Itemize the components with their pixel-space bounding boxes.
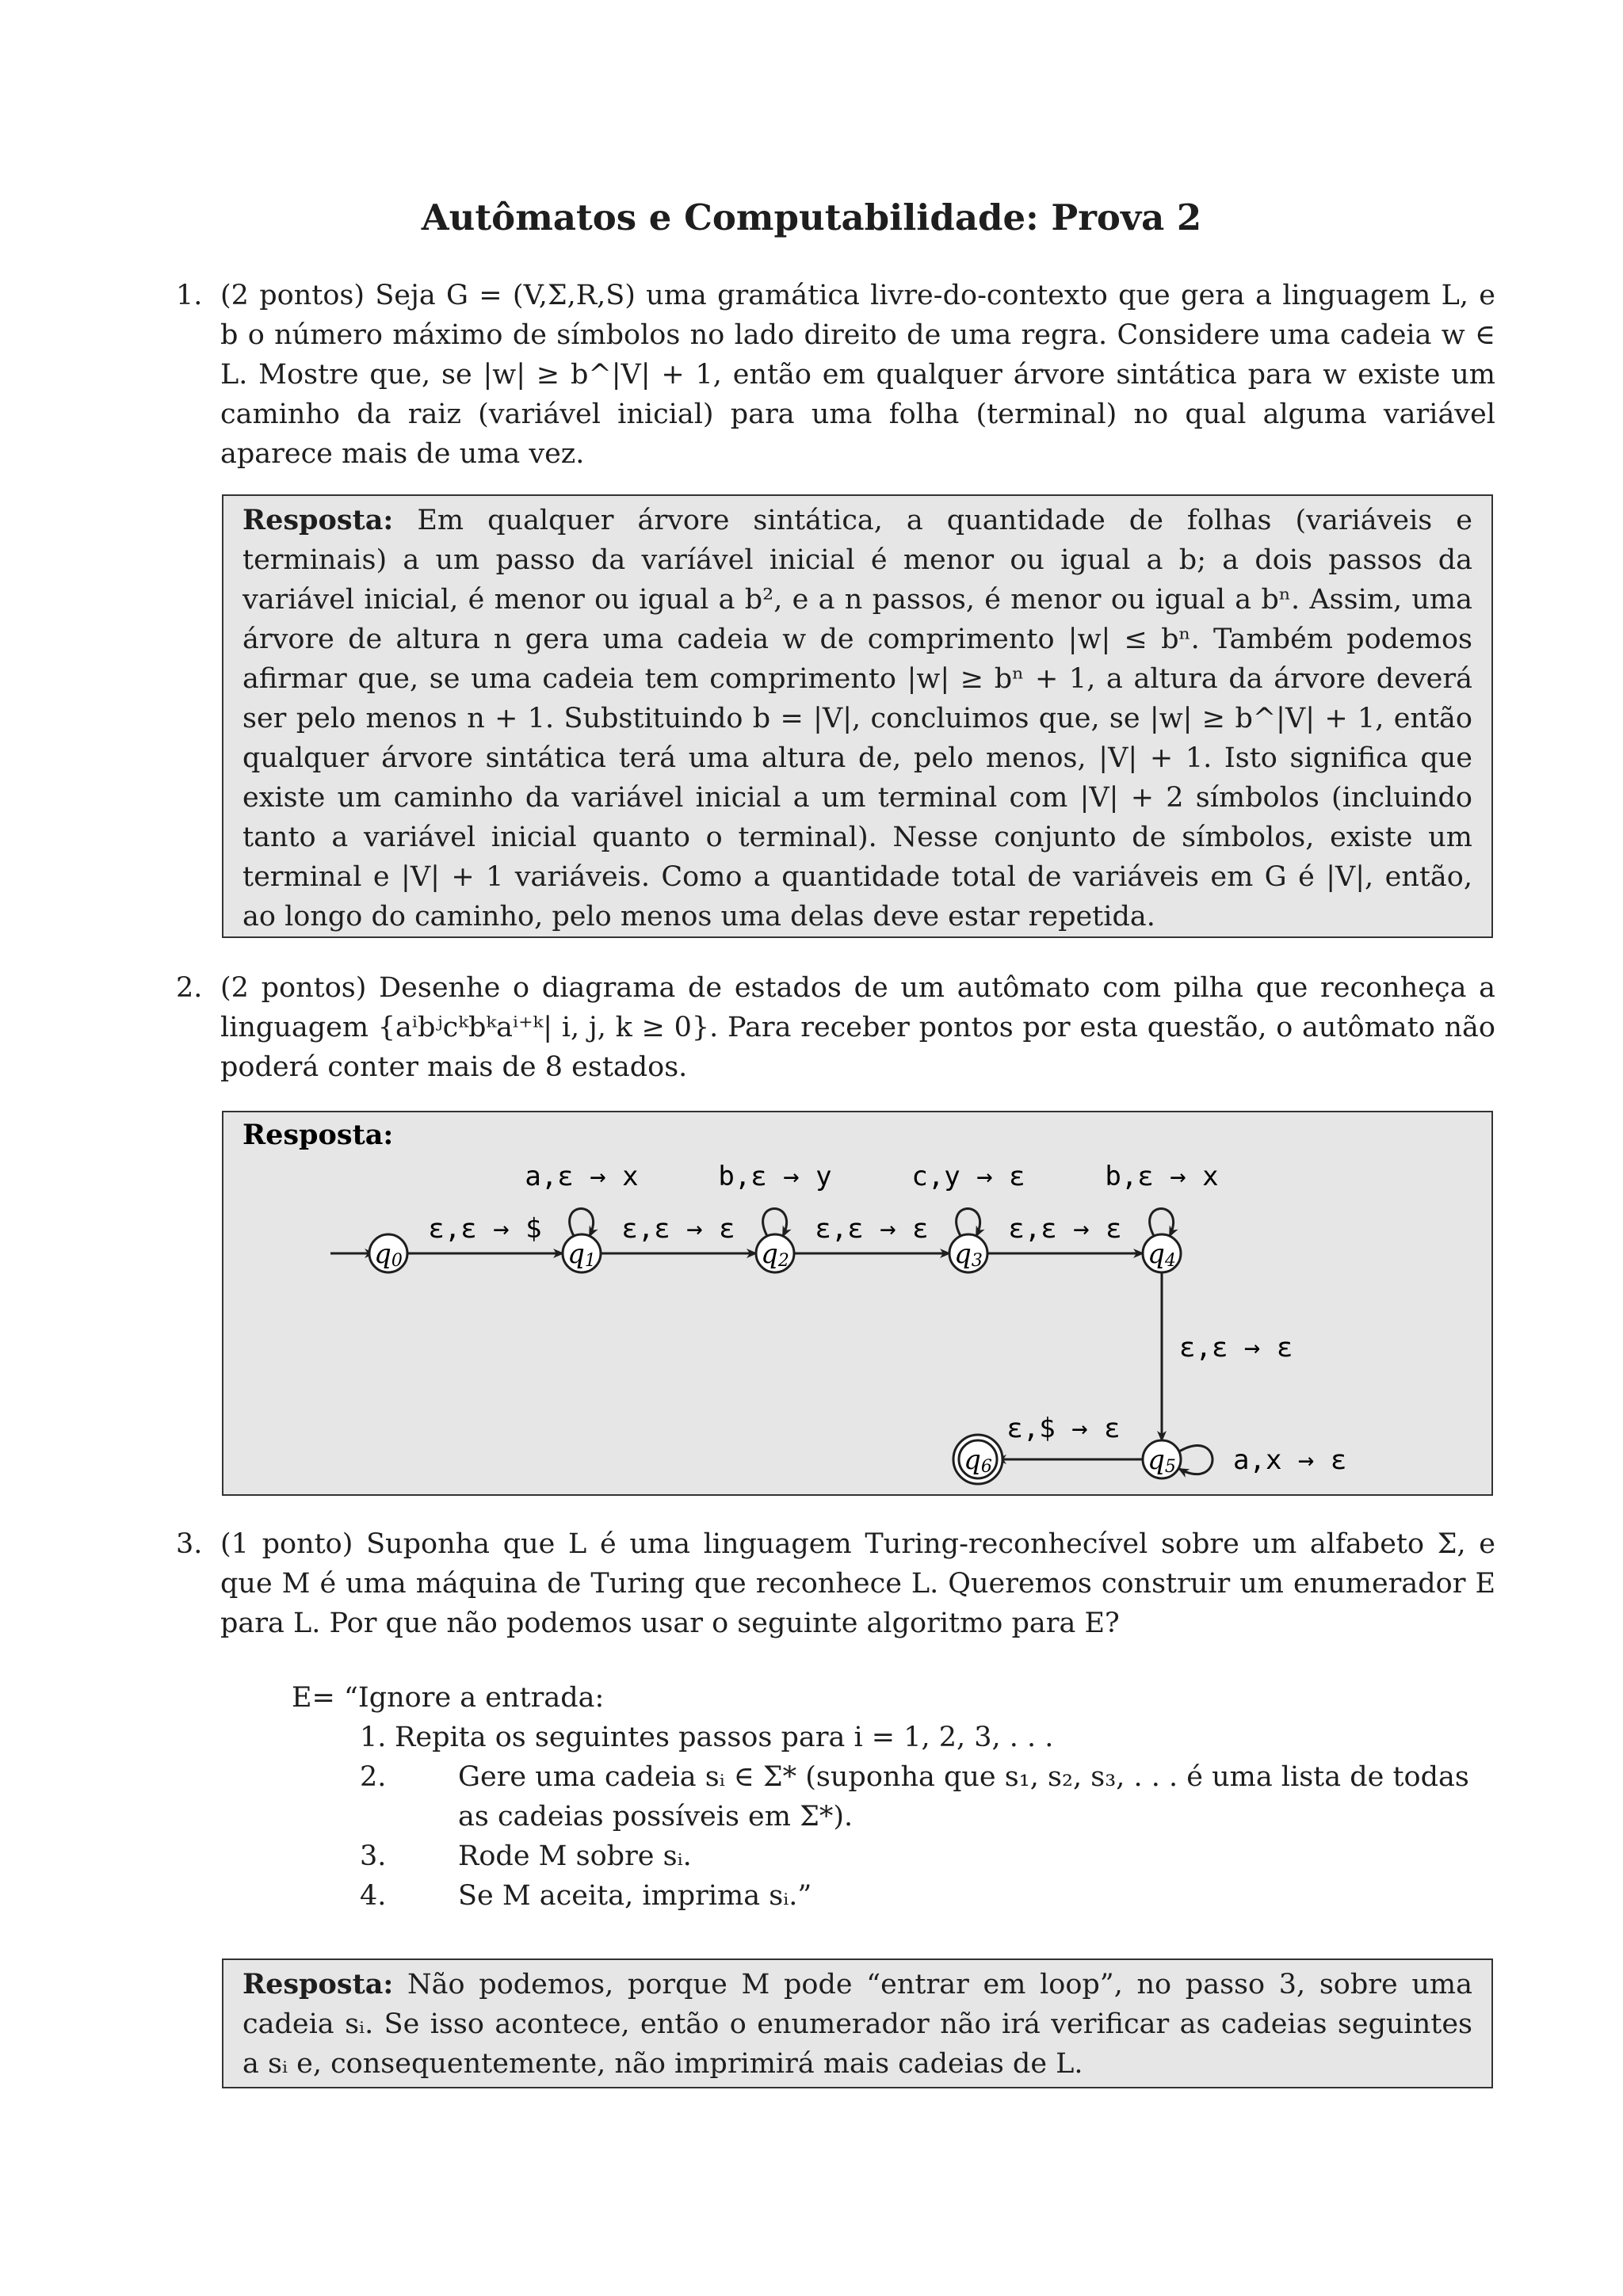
transition-label: ε,ε → ε <box>1179 1332 1293 1363</box>
question-text: (2 pontos) Seja G = (V,Σ,R,S) uma gramática livre-do-contexto que gera a linguagem L, e b o número máximo de símbolos no lado direito de uma regra. Considere uma cadeia w ∈ L. Mostre que, se |w| ≥ b^|V| + 1, então em qualquer árvore sintática para w existe um caminho da raiz (variável inicial) para uma folha (terminal) no qual alguma variável aparece mais de uma vez. <box>220 280 1495 470</box>
algorithm-step <box>292 1718 1496 1757</box>
pda-state-diagram <box>223 1112 1491 1494</box>
svg-text:q2: q2 <box>761 1238 789 1271</box>
answer-text: Em qualquer árvore sintática, a quantidade de folhas (variáveis e terminais) a um passo da varíável inicial é menor ou igual a b; a dois passos da variável inicial, é menor ou igual a b², e a n passos, é menor ou igual a bⁿ. Assim, uma árvore de altura n gera uma cadeia w de comprimento |w| ≤ bⁿ. Também podemos afirmar que, se uma cadeia tem comprimento |w| ≥ bⁿ + 1, a altura da árvore deverá ser pelo menos n + 1. Substituindo b = |V|, concluimos que, se |w| ≥ b^|V| + 1, então qualquer árvore sintática terá uma altura de, pelo menos, |V| + 1. Isto significa que existe um caminho da variável inicial a um terminal com |V| + 2 símbolos (incluindo tanto a variável inicial quanto o terminal). Nesse conjunto de símbolos, existe um terminal e |V| + 1 variáveis. Como a quantidade total de variáveis em G é |V|, então, ao longo do caminho, pelo menos uma delas deve estar repetida. <box>242 505 1472 933</box>
state-q2 <box>756 1234 794 1272</box>
transition-label: a,ε → x <box>525 1161 639 1192</box>
question-number: 1. <box>176 280 203 311</box>
loop-q4 <box>1150 1209 1174 1237</box>
algorithm-block <box>292 1678 1496 1916</box>
transition-label: b,ε → x <box>1105 1161 1219 1192</box>
algorithm-header: E= “Ignore a entrada: <box>292 1682 605 1714</box>
question-text: (2 pontos) Desenhe o diagrama de estados de um autômato com pilha que reconheça a linguagem {aⁱbʲcᵏbᵏaⁱ⁺ᵏ| i, j, k ≥ 0}. Para receber pontos por esta questão, o autômato não poderá conter mais de 8 estados. <box>220 972 1495 1083</box>
step-text: Se M aceita, imprima sᵢ.” <box>458 1880 812 1912</box>
step-number: 4. <box>360 1880 387 1912</box>
svg-text:q6: q6 <box>964 1444 992 1477</box>
algorithm-step <box>292 1836 1496 1876</box>
state-q6 <box>953 1435 1002 1484</box>
transition-label: a,x → ε <box>1233 1444 1347 1476</box>
svg-text:q3: q3 <box>954 1238 983 1271</box>
answer-text: Não podemos, porque M pode “entrar em loop”, no passo 3, sobre uma cadeia sᵢ. Se isso acontece, então o enumerador não irá verificar as cadeias seguintes a sᵢ e, consequentemente, não imprimirá mais cadeias de L. <box>242 1969 1472 2080</box>
algorithm-step <box>292 1757 1496 1836</box>
transition-label: b,ε → y <box>718 1161 832 1192</box>
question-1 <box>176 276 1495 474</box>
state-q5 <box>1143 1440 1181 1478</box>
svg-text:q0: q0 <box>374 1238 403 1271</box>
state-q4 <box>1143 1234 1181 1272</box>
question-text: (1 ponto) Suponha que L é uma linguagem Turing-reconhecível sobre um alfabeto Σ, e que M é uma máquina de Turing que reconhece L. Queremos construir um enumerador E para L. Por que não podemos usar o seguinte algoritmo para E? <box>220 1528 1495 1639</box>
loop-q1 <box>570 1209 594 1237</box>
svg-text:q4: q4 <box>1148 1238 1176 1271</box>
transition-label: ε,ε → ε <box>621 1213 735 1245</box>
transition-label: c,y → ε <box>911 1161 1025 1192</box>
answer-box-3 <box>222 1958 1493 2088</box>
state-q3 <box>949 1234 987 1272</box>
answer-label: Resposta: <box>242 1119 394 1151</box>
loop-q3 <box>957 1209 980 1237</box>
question-3 <box>176 1524 1495 1643</box>
answer-label: Resposta: <box>242 504 394 536</box>
question-2 <box>176 968 1495 1087</box>
transition-label: ε,ε → $ <box>428 1213 542 1245</box>
step-text: Repita os seguintes passos para i = 1, 2, 3, . . . <box>395 1722 1054 1753</box>
answer-box-1 <box>222 494 1493 938</box>
svg-text:q1: q1 <box>567 1238 596 1271</box>
question-number: 2. <box>176 972 203 1004</box>
transition-label: ε,$ → ε <box>1006 1413 1121 1444</box>
answer-label: Resposta: <box>242 1968 394 2000</box>
loop-q5 <box>1179 1446 1212 1474</box>
step-number: 1. <box>360 1722 387 1753</box>
answer-box-2 <box>222 1111 1493 1496</box>
page-title: Autômatos e Computabilidade: Prova 2 <box>421 196 1202 238</box>
question-number: 3. <box>176 1528 203 1560</box>
step-text: Rode M sobre sᵢ. <box>458 1840 692 1872</box>
step-text: Gere uma cadeia sᵢ ∈ Σ* (suponha que s₁, s₂, s₃, . . . é uma lista de todas as cadeias possíveis em Σ*). <box>458 1761 1469 1833</box>
state-q1 <box>563 1234 601 1272</box>
transition-label: ε,ε → ε <box>815 1213 929 1245</box>
algorithm-step <box>292 1876 1496 1916</box>
svg-text:q5: q5 <box>1148 1444 1176 1477</box>
state-q0 <box>369 1234 407 1272</box>
loop-q2 <box>763 1209 787 1237</box>
transition-label: ε,ε → ε <box>1008 1213 1122 1245</box>
step-number: 2. <box>360 1761 387 1793</box>
step-number: 3. <box>360 1840 387 1872</box>
